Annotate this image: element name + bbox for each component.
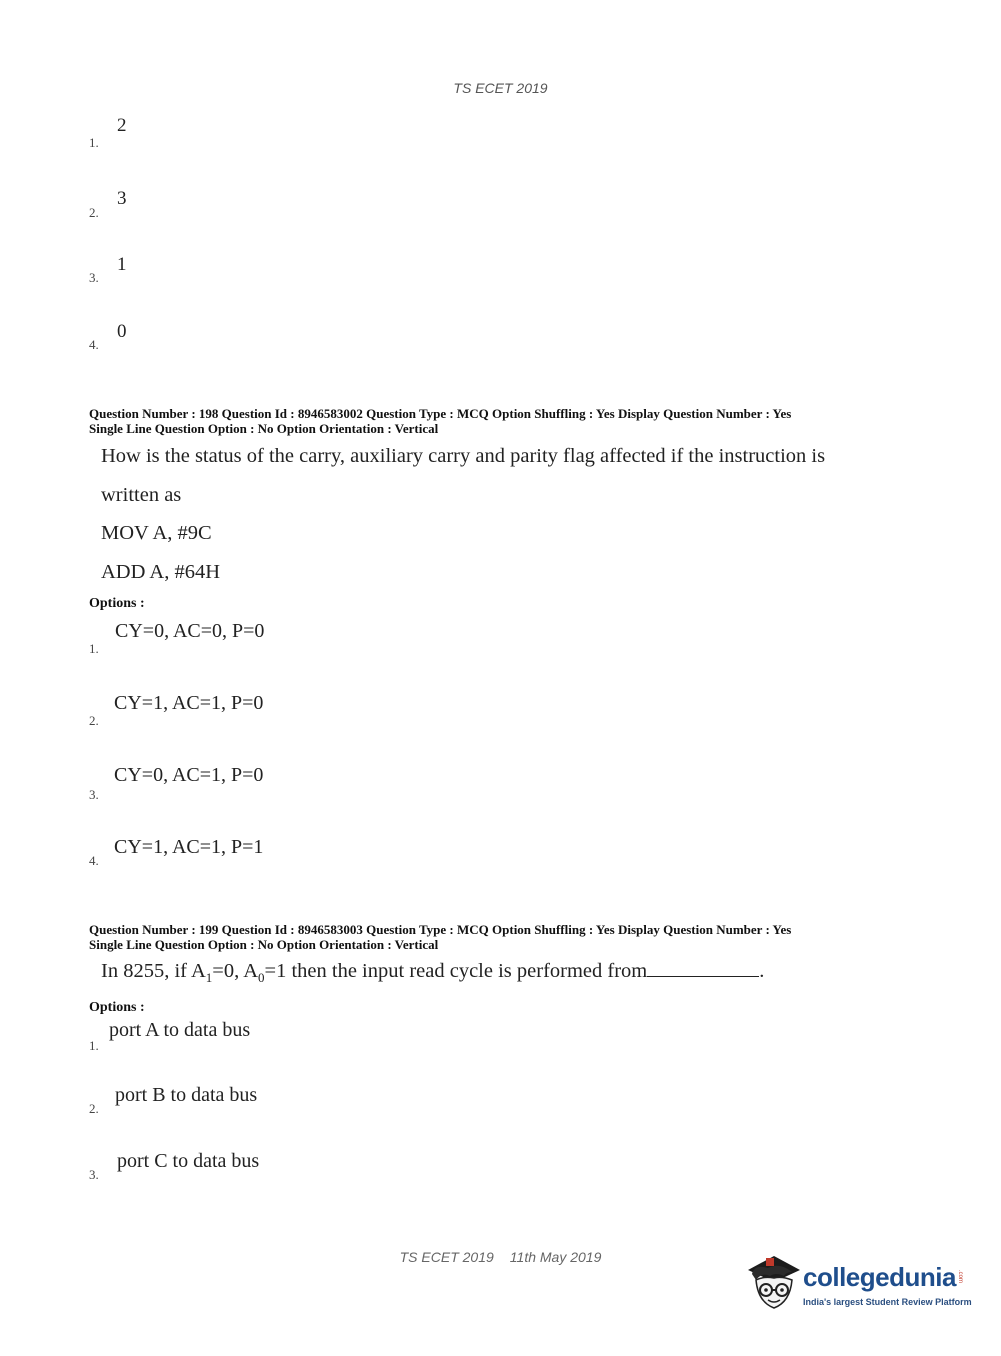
question-text-end: . — [759, 960, 765, 982]
option-text: CY=1, AC=1, P=0 — [114, 692, 264, 714]
option-value: 0 — [117, 321, 127, 342]
option-text: port C to data bus — [117, 1150, 260, 1172]
brand-name: collegedunia — [803, 1262, 956, 1292]
question-text-part: In 8255, if A — [101, 960, 206, 982]
brand-suffix: .com — [957, 1270, 963, 1284]
question-text — [101, 960, 764, 986]
option-number: 3. — [89, 787, 99, 802]
question-text-line: MOV A, #9C — [101, 522, 212, 544]
option-text: CY=0, AC=1, P=0 — [114, 764, 264, 786]
answer-blank — [647, 975, 759, 977]
option-text: CY=0, AC=0, P=0 — [115, 620, 265, 642]
option-number: 1. — [89, 641, 99, 656]
question-meta-line1: Question Number : 199 Question Id : 8946583003 Question Type : MCQ Option Shuffling : Yes Display Question Number : Yes — [89, 922, 792, 937]
option-text: CY=1, AC=1, P=1 — [114, 836, 264, 858]
question-meta-line2: Single Line Question Option : No Option Orientation : Vertical — [89, 421, 439, 436]
question-text-part: =0, A — [212, 960, 259, 982]
option-number: 1. — [89, 135, 99, 150]
option-number: 3. — [89, 1167, 99, 1182]
option-value: 3 — [117, 188, 127, 209]
options-label: Options : — [89, 596, 145, 611]
page-header: TS ECET 2019 — [453, 80, 548, 96]
option-number: 1. — [89, 1038, 99, 1053]
question-text-line: How is the status of the carry, auxiliary carry and parity flag affected if the instruction is — [101, 445, 826, 467]
option-number: 4. — [89, 337, 99, 352]
question-meta-line1: Question Number : 198 Question Id : 8946583002 Question Type : MCQ Option Shuffling : Yes Display Question Number : Yes — [89, 406, 792, 421]
question-meta-line2: Single Line Question Option : No Option Orientation : Vertical — [89, 937, 439, 952]
option-text: port A to data bus — [109, 1019, 251, 1041]
question-text-line: written as — [101, 484, 182, 506]
option-number: 2. — [89, 205, 99, 220]
options-label: Options : — [89, 1000, 145, 1015]
option-text: port B to data bus — [115, 1084, 258, 1106]
option-number: 3. — [89, 270, 99, 285]
option-value: 2 — [117, 115, 127, 136]
question-text-line: ADD A, #64H — [101, 561, 221, 583]
brand-tagline: India's largest Student Review Platform — [803, 1297, 972, 1307]
option-number: 4. — [89, 853, 99, 868]
footer-date: 11th May 2019 — [509, 1249, 602, 1265]
subscript: 1 — [205, 970, 213, 986]
option-value: 1 — [117, 254, 127, 275]
option-number: 2. — [89, 713, 99, 728]
question-text-part: =1 then the input read cycle is performed from — [264, 960, 648, 982]
footer-exam: TS ECET 2019 — [399, 1249, 494, 1265]
subscript: 0 — [258, 970, 265, 986]
option-number: 2. — [89, 1101, 99, 1116]
